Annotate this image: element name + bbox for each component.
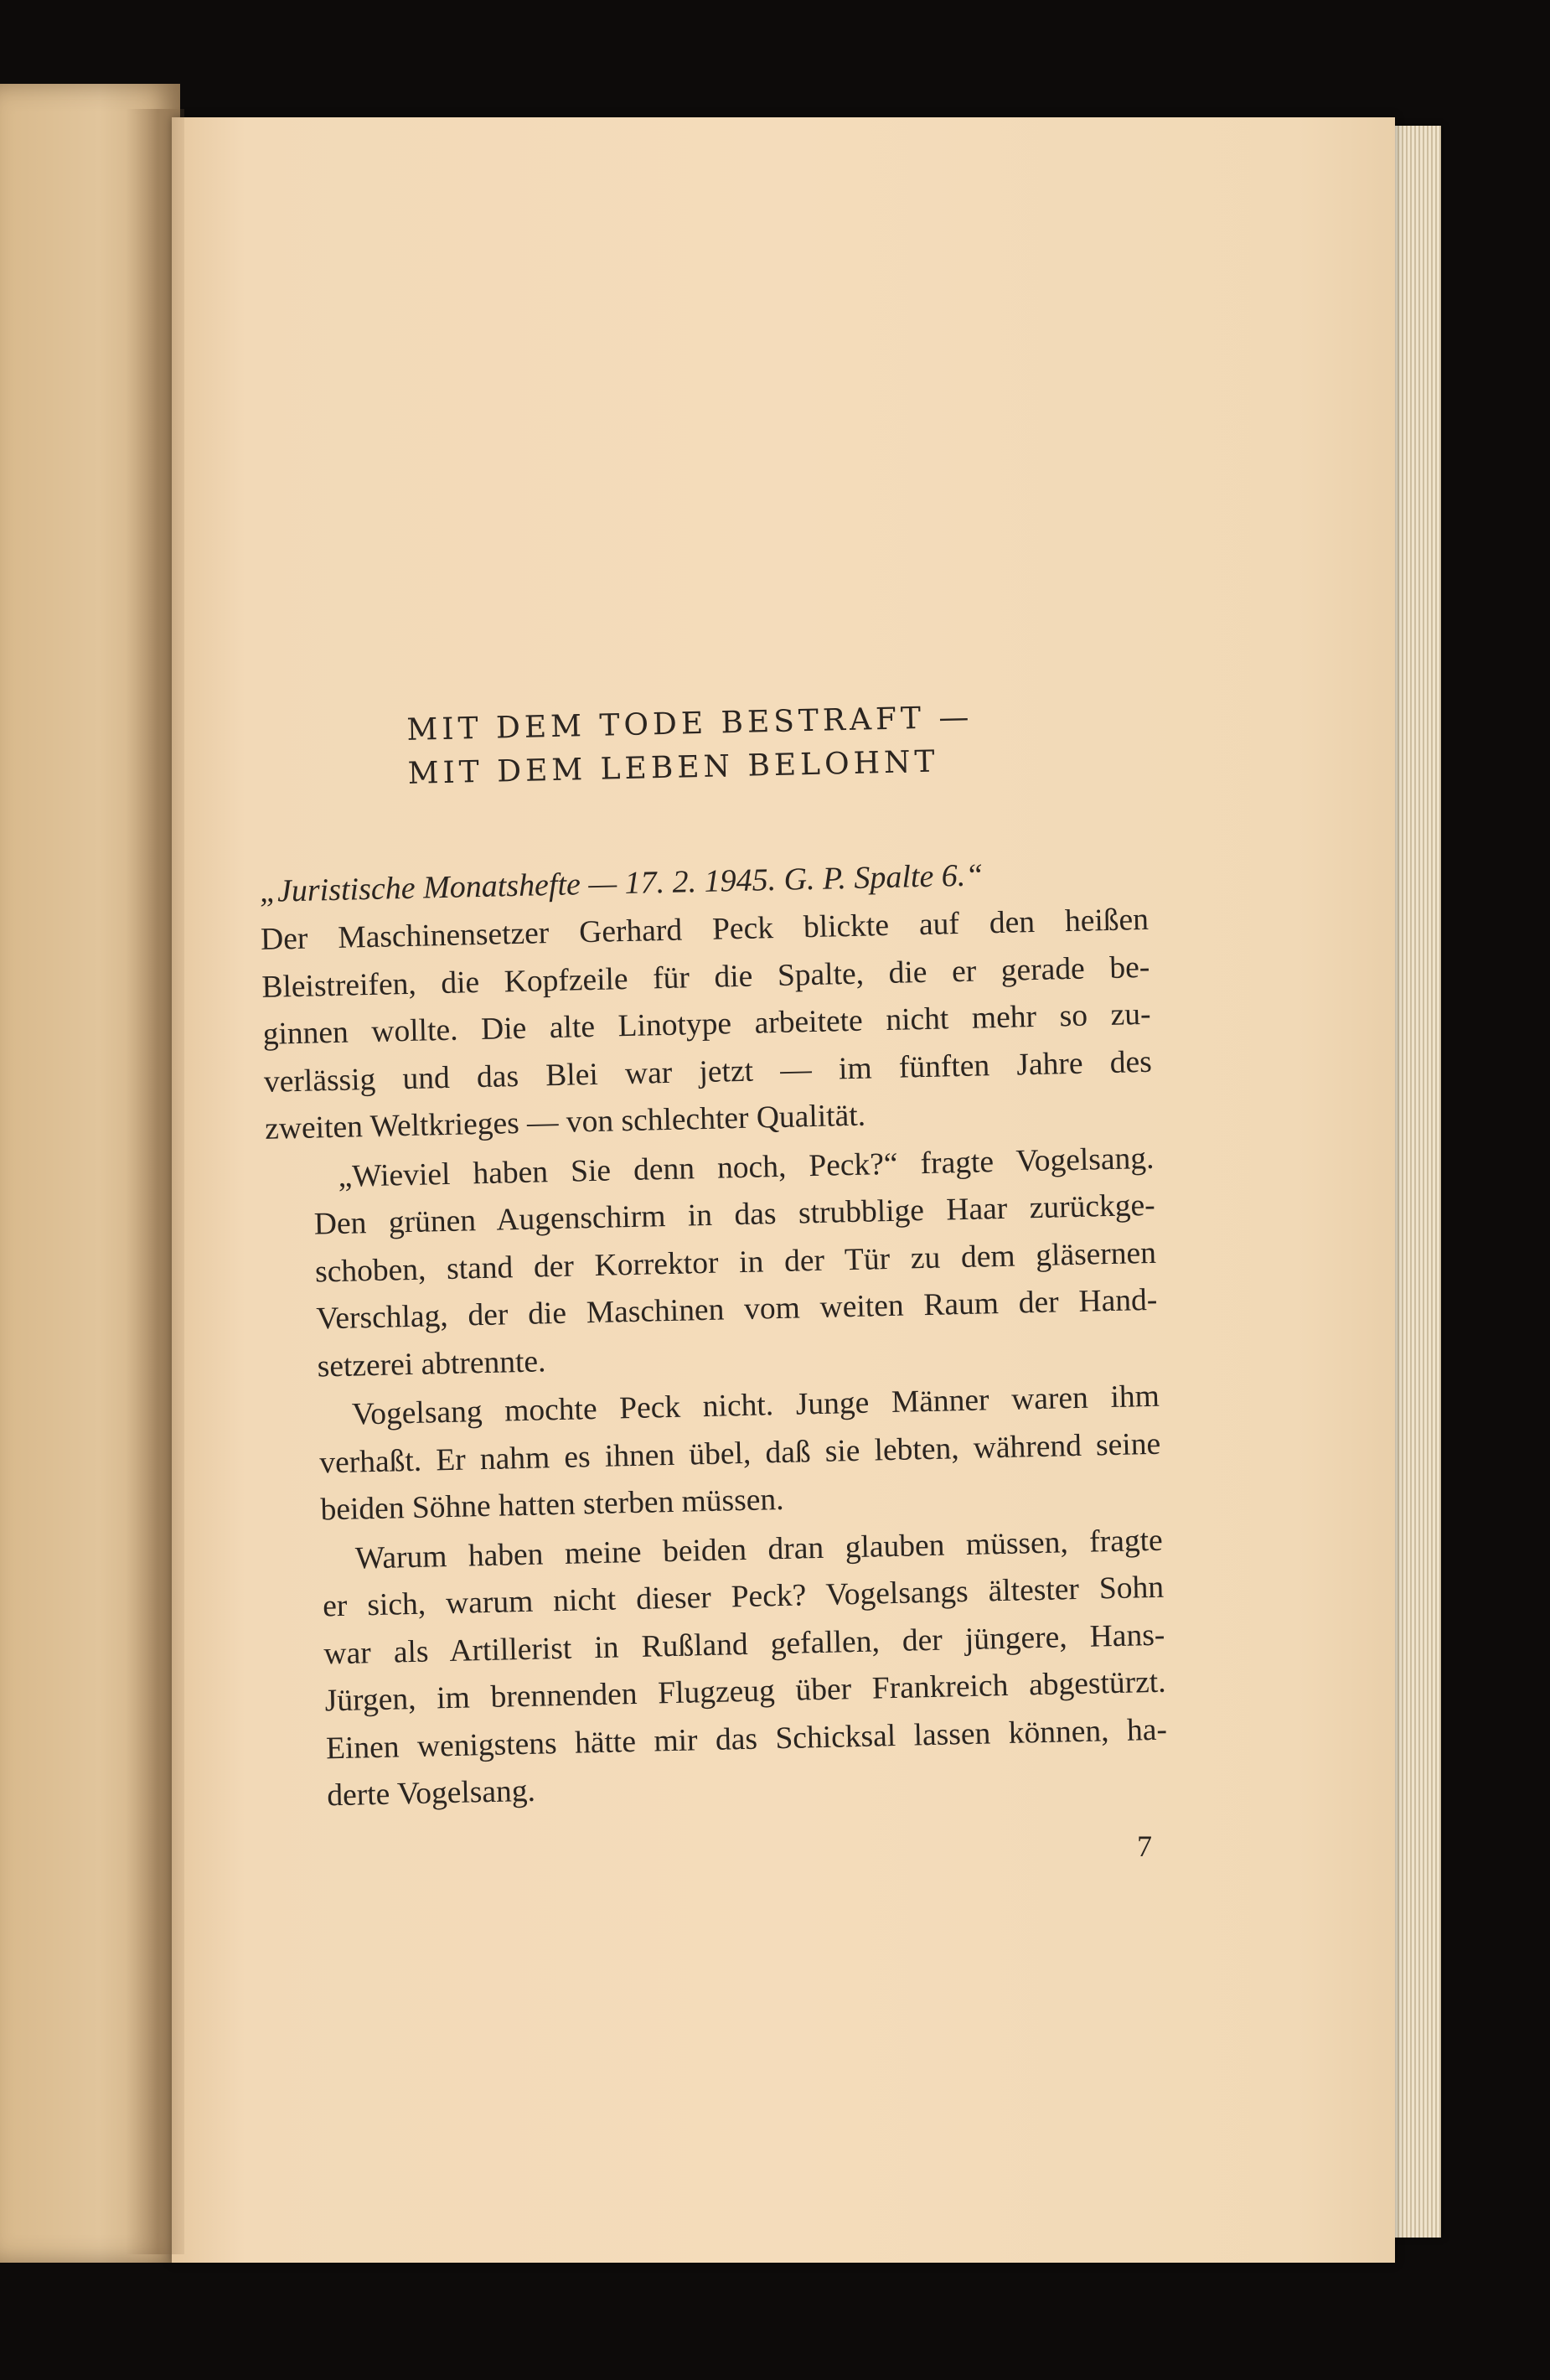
paragraph-1 <box>261 897 1154 1153</box>
source-citation: „Juristische Monatshefte — 17. 2. 1945. G. P. Spalte 6.“ <box>259 857 984 909</box>
paragraph-line: setzerei abtrennte. <box>317 1343 546 1384</box>
paragraph-line: Der Maschinensetzer Gerhard Peck blickte auf den heißen <box>260 902 1150 957</box>
paragraph-line: derte Vogelsang. <box>326 1773 536 1813</box>
page-text <box>256 692 1169 1821</box>
book-gutter <box>126 109 184 2254</box>
paragraph-line: Verschlag, der die Maschinen vom weiten Raum der Hand- <box>315 1282 1158 1337</box>
paragraph-line: Warum haben meine beiden dran glauben müssen, fragte <box>354 1523 1164 1576</box>
paragraph-line: Vogelsang mochte Peck nicht. Junge Männer waren ihm <box>351 1379 1160 1432</box>
chapter-heading-line-1: MIT DEM TODE BESTRAFT — <box>406 700 974 748</box>
chapter-heading <box>406 692 1145 796</box>
paragraph-line: schoben, stand der Korrektor in der Tür zu dem gläsernen <box>314 1235 1157 1290</box>
paragraph-line: er sich, warum nicht dieser Peck? Vogelsangs ältester Sohn <box>322 1570 1165 1624</box>
paragraph-line: Einen wenigstens hätte mir das Schicksal lassen können, ha- <box>325 1712 1168 1766</box>
paragraph-line: war als Artillerist in Rußland gefallen, der jüngere, Hans- <box>323 1617 1165 1671</box>
paragraph-4 <box>274 1517 1168 1821</box>
paragraph-line: Bleistreifen, die Kopfzeile für die Spalte, die er gerade be- <box>261 949 1150 1005</box>
paragraph-2 <box>266 1135 1159 1391</box>
paragraph-line: ginnen wollte. Die alte Linotype arbeitete nicht mehr so zu- <box>262 996 1151 1052</box>
paragraph-line: Den grünen Augenschirm in das strubblige Haar zurückge- <box>313 1187 1156 1242</box>
page-number: 7 <box>1137 1829 1152 1863</box>
paragraph-line: beiden Söhne hatten sterben müssen. <box>320 1482 784 1528</box>
paragraph-line: verhaßt. Er nahm es ihnen übel, daß sie lebten, während seine <box>318 1426 1161 1480</box>
paragraph-line: „Wieviel haben Sie denn noch, Peck?“ fragte Vogelsang. <box>338 1141 1155 1194</box>
paragraph-line: Jürgen, im brennenden Flugzeug über Frankreich abgestürzt. <box>324 1664 1166 1719</box>
paragraph-line: zweiten Weltkrieges — von schlechter Qualität. <box>264 1098 866 1146</box>
paragraph-line: verlässig und das Blei war jetzt — im fünften Jahre des <box>263 1044 1153 1099</box>
paragraph-3 <box>271 1374 1162 1536</box>
chapter-heading-line-2: MIT DEM LEBEN BELOHNT <box>407 744 939 791</box>
